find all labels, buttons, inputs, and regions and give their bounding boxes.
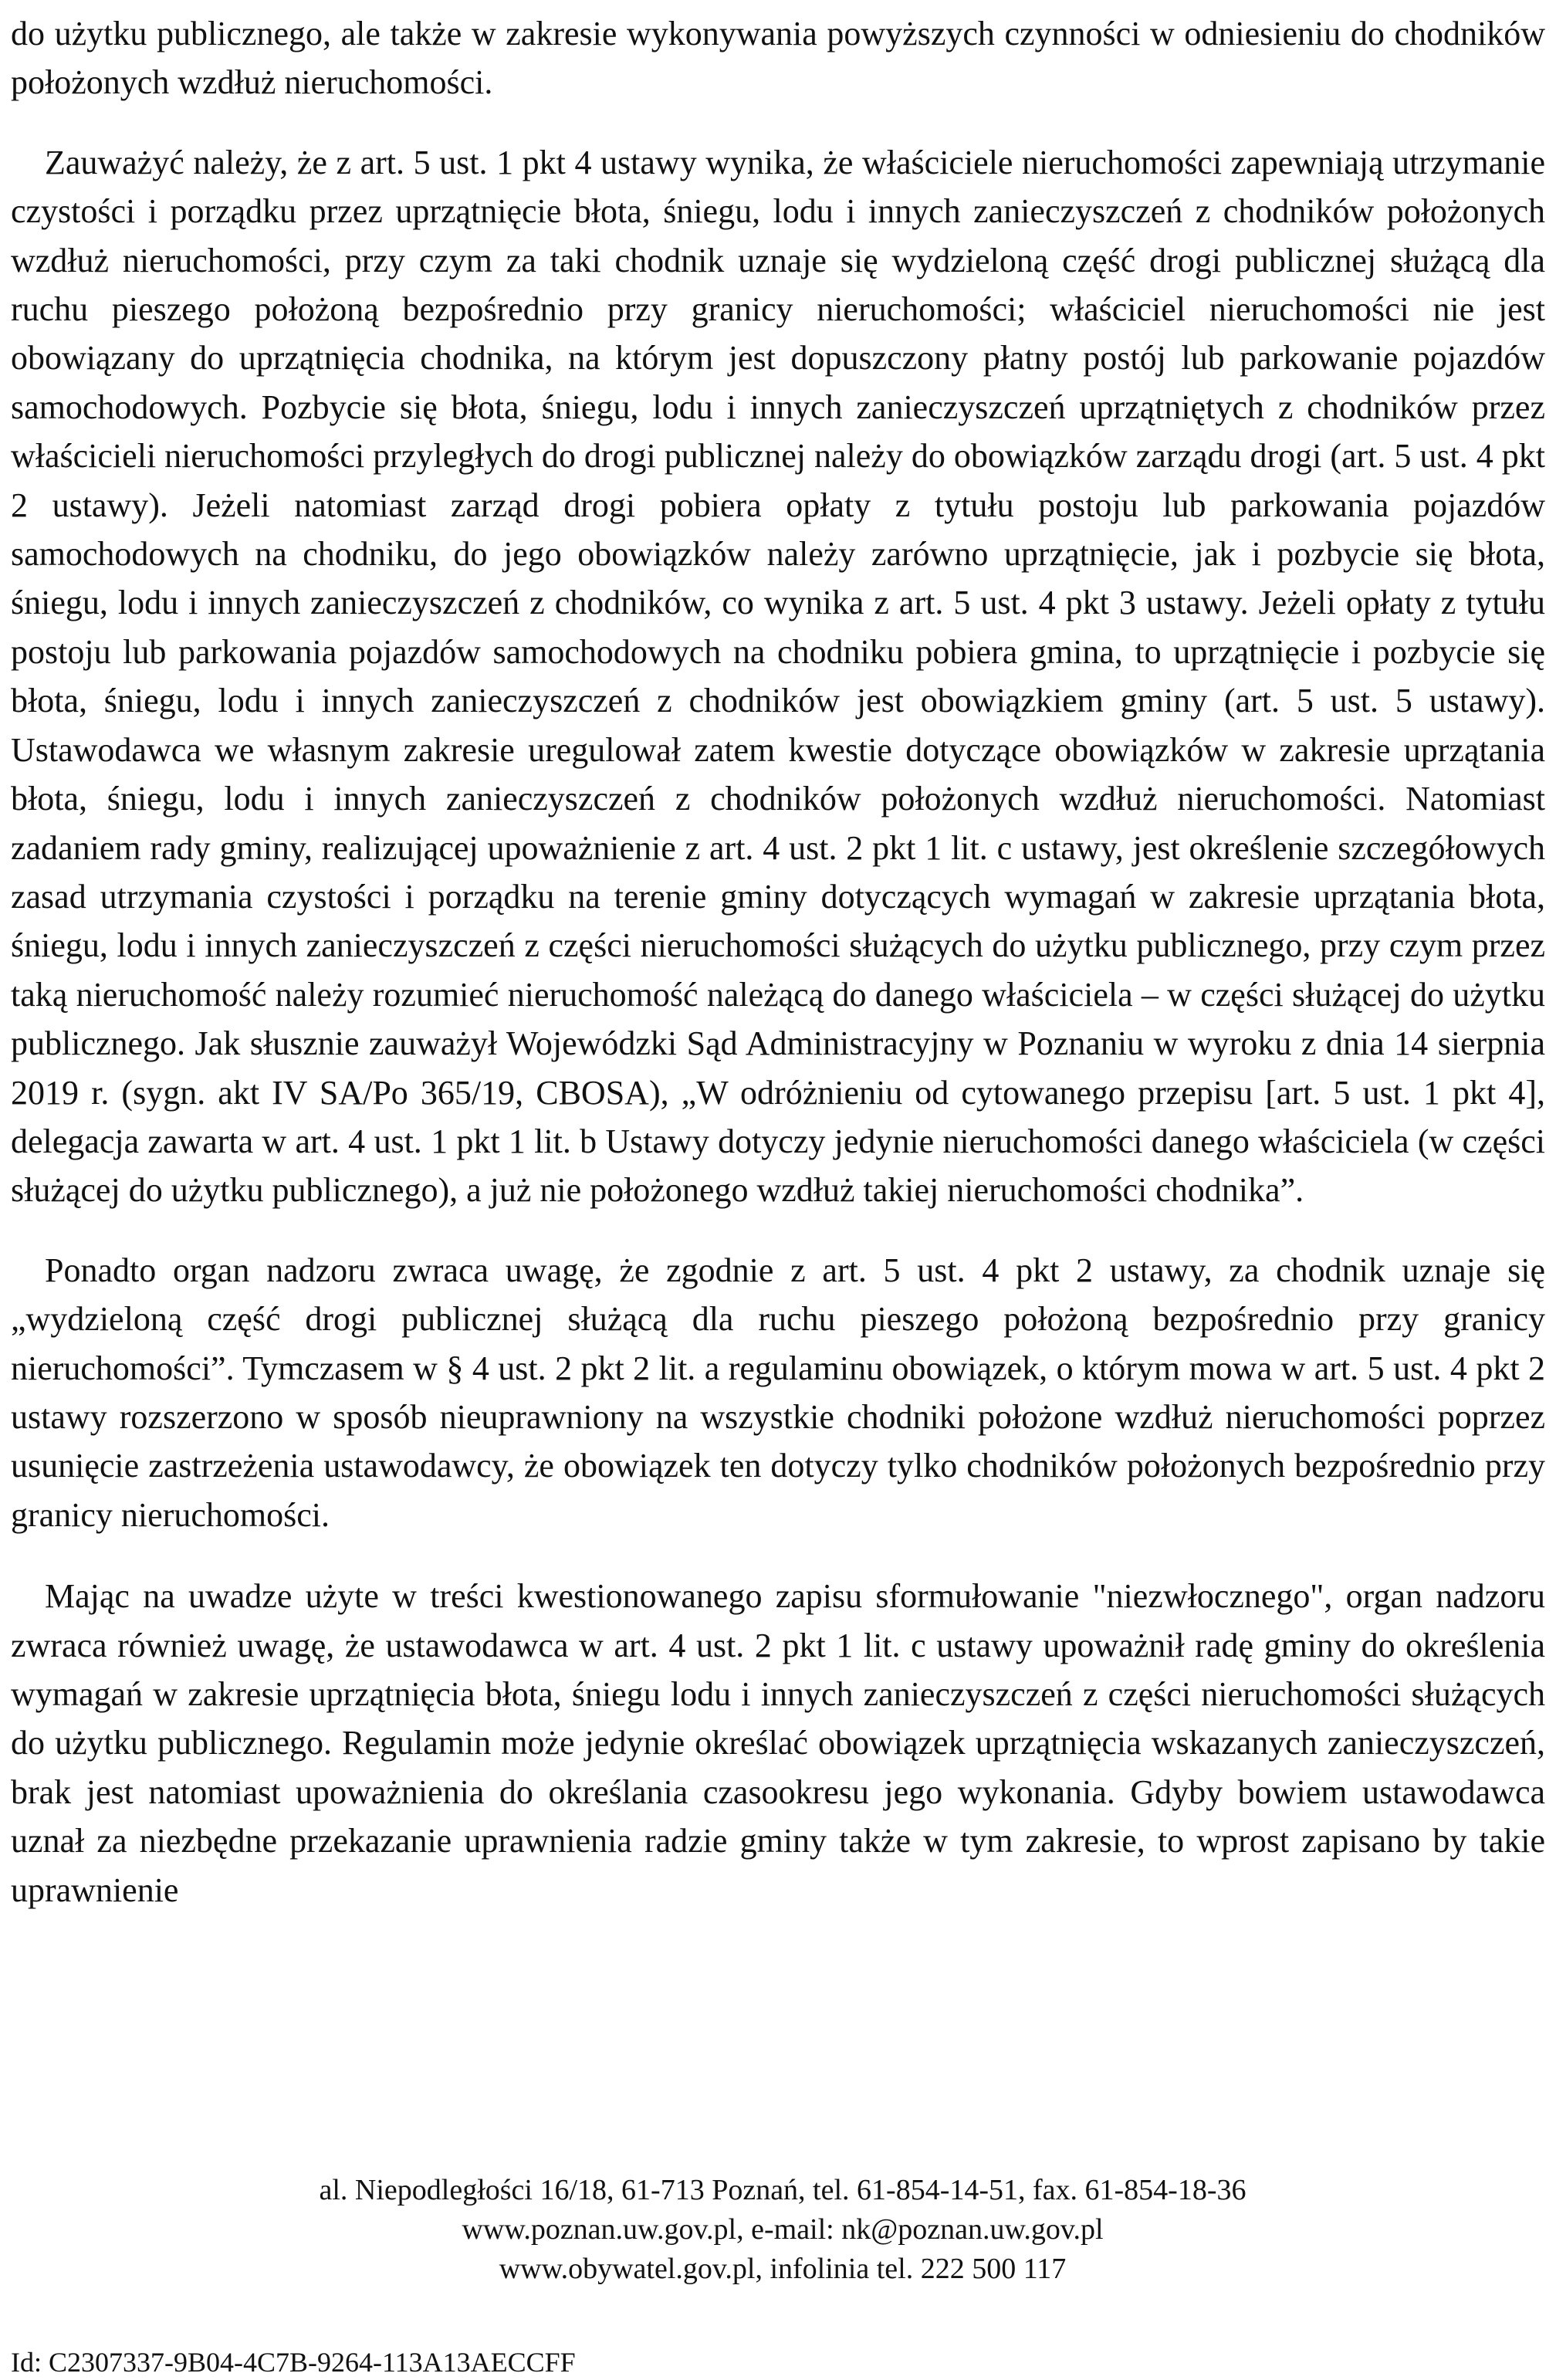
footer-citizen-line: www.obywatel.gov.pl, infolinia tel. 222 500 117 — [499, 2253, 1067, 2285]
document-id: Id: C2307337-9B04-4C7B-9264-113A13AECCFF — [11, 2347, 576, 2378]
document-body — [11, 9, 1545, 1914]
footer-web-email: www.poznan.uw.gov.pl, e-mail: nk@poznan.uw.gov.pl — [462, 2213, 1104, 2246]
paragraph-supervisory-note: Ponadto organ nadzoru zwraca uwagę, że zgodnie z art. 5 ust. 4 pkt 2 ustawy, za chodnik uznaje się „wydzieloną część drogi publicznej służącą dla ruchu pieszego położoną bezpośrednio przy granicy nieruchomości”. Tymczasem w § 4 ust. 2 pkt 2 lit. a regulaminu obowiązek, o którym mowa w art. 5 ust. 4 pkt 2 ustawy rozszerzono w sposób nieuprawniony na wszystkie chodniki położone wzdłuż nieruchomości poprzez usunięcie zastrzeżenia ustawodawcy, że obowiązek ten dotyczy tylko chodników położonych bezpośrednio przy granicy nieruchomości. — [11, 1251, 1545, 1534]
paragraph-art5-analysis: Zauważyć należy, że z art. 5 ust. 1 pkt 4 ustawy wynika, że właściciele nieruchomości zapewniają utrzymanie czystości i porządku przez uprzątnięcie błota, śniegu, lodu i innych zanieczyszczeń z chodników położonych wzdłuż nieruchomości, przy czym za taki chodnik uznaje się wydzieloną część drogi publicznej służącą dla ruchu pieszego położoną bezpośrednio przy granicy nieruchomości; właściciel nieruchomości nie jest obowiązany do uprzątnięcia chodnika, na którym jest dopuszczony płatny postój lub parkowanie pojazdów samochodowych. Pozbycie się błota, śniegu, lodu i innych zanieczyszczeń uprzątniętych z chodników przez właścicieli nieruchomości przyległych do drogi publicznej należy do obowiązków zarządu drogi (art. 5 ust. 4 pkt 2 ustawy). Jeżeli natomiast zarząd drogi pobiera opłaty z tytułu postoju lub parkowania pojazdów samochodowych na chodniku, do jego obowiązków należy zarówno uprzątnięcie, jak i pozbycie się błota, śniegu, lodu i innych zanieczyszczeń z chodników, co wynika z art. 5 ust. 4 pkt 3 ustawy. Jeżeli opłaty z tytułu postoju lub parkowania pojazdów samochodowych na chodniku pobiera gmina, to uprzątnięcie i pozbycie się błota, śniegu, lodu i innych zanieczyszczeń z chodników jest obowiązkiem gminy (art. 5 ust. 5 ustawy). Ustawodawca we własnym zakresie uregulował zatem kwestie dotyczące obowiązków w zakresie uprzątania błota, śniegu, lodu i innych zanieczyszczeń z chodników położonych wzdłuż nieruchomości. Natomiast zadaniem rady gminy, realizującej upoważnienie z art. 4 ust. 2 pkt 1 lit. c ustawy, jest określenie szczegółowych zasad utrzymania czystości i porządku na terenie gminy dotyczących wymagań w zakresie uprzątania błota, śniegu, lodu i innych zanieczyszczeń z części nieruchomości służących do użytku publicznego, przy czym przez taką nieruchomość należy rozumieć nieruchomość należącą do danego właściciela – w części służącej do użytku publicznego. Jak słusznie zauważył Wojewódzki Sąd Administracyjny w Poznaniu w wyroku z dnia 14 sierpnia 2019 r. (sygn. akt IV SA/Po 365/19, CBOSA), „W odróżnieniu od cytowanego przepisu [art. 5 ust. 1 pkt 4], delegacja zawarta w art. 4 ust. 1 pkt 1 lit. b Ustawy dotyczy jedynie nieruchomości danego właściciela (w części służącej do użytku publicznego), a już nie położonego wzdłuż takiej nieruchomości chodnika”. — [11, 143, 1545, 1210]
footer-address: al. Niepodległości 16/18, 61-713 Poznań, tel. 61-854-14-51, fax. 61-854-18-36 — [319, 2174, 1246, 2206]
paragraph-continuation: do użytku publicznego, ale także w zakresie wykonywania powyższych czynności w odniesieniu do chodników położonych wzdłuż nieruchomości. — [11, 15, 1545, 102]
document-page — [11, 0, 1554, 2380]
page-footer — [11, 2171, 1554, 2289]
paragraph-immediate-wording: Mając na uwadze użyte w treści kwestionowanego zapisu sformułowanie "niezwłocznego", organ nadzoru zwraca również uwagę, że ustawodawca w art. 4 ust. 2 pkt 1 lit. c ustawy upoważnił radę gminy do określenia wymagań w zakresie uprzątnięcia błota, śniegu lodu i innych zanieczyszczeń z części nieruchomości służących do użytku publicznego. Regulamin może jedynie określać obowiązek uprzątnięcia wskazanych zanieczyszczeń, brak jest natomiast upoważnienia do określania czasookresu jego wykonania. Gdyby bowiem ustawodawca uznał za niezbędne przekazanie uprawnienia radzie gminy także w tym zakresie, to wprost zapisano by takie uprawnienie — [11, 1577, 1545, 1909]
